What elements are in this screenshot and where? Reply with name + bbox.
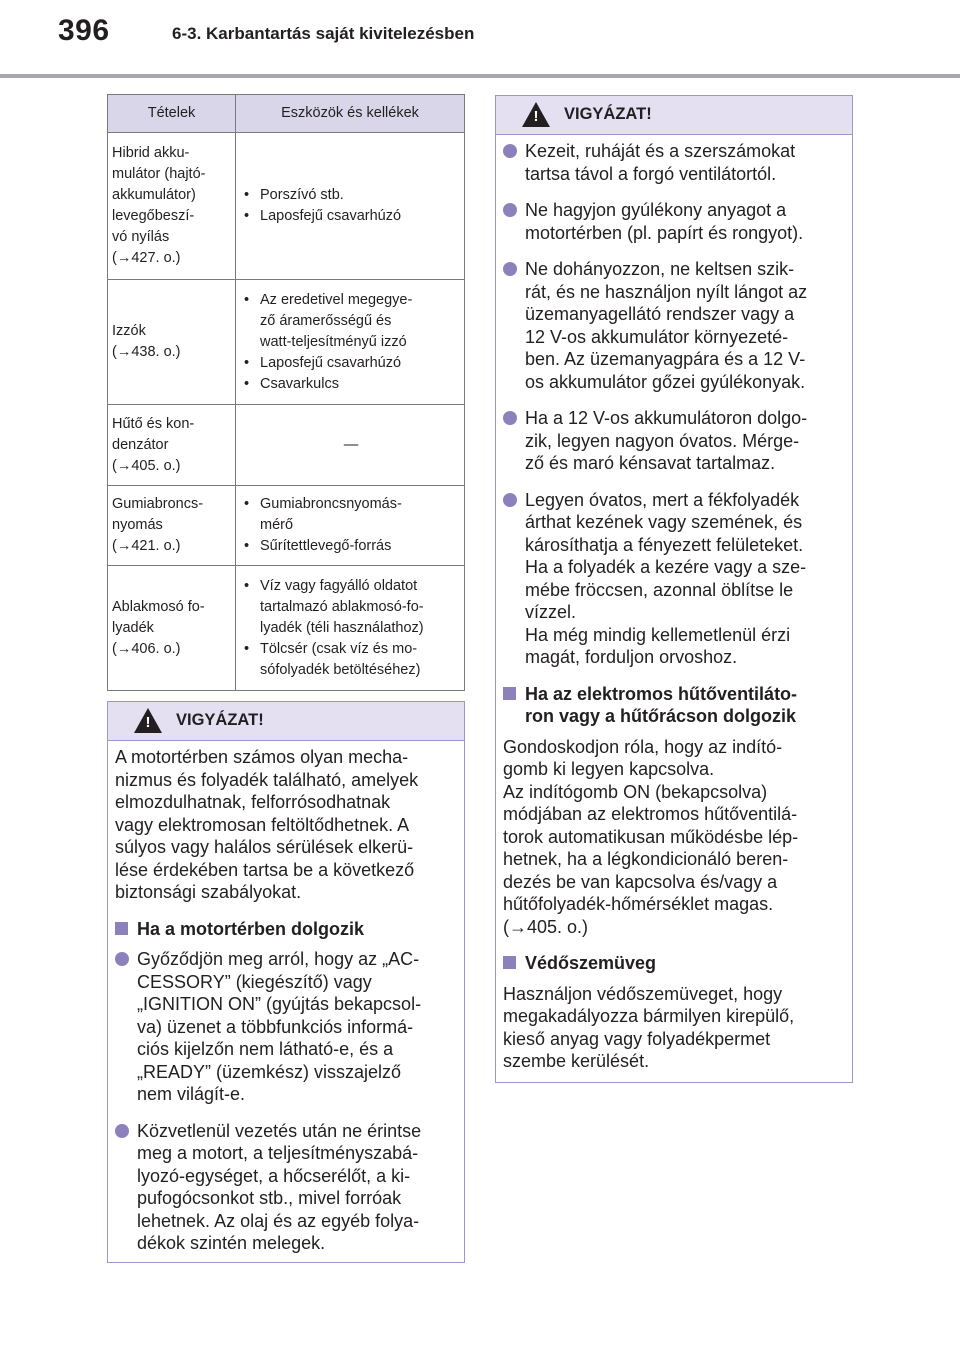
text-line: Ne dohányozzon, ne keltsen szik- xyxy=(525,259,795,279)
cell-line: levegőbeszí- xyxy=(112,208,195,224)
cell-line: • Gumiabroncsnyomás- xyxy=(260,496,402,512)
text-line: lyozó-egységet, a hőcserélőt, a ki- xyxy=(137,1165,411,1186)
bullet-item xyxy=(503,407,844,475)
text-line: biztonsági szabályokat. xyxy=(115,882,302,902)
paragraph xyxy=(503,736,844,939)
text-line: ben. Az üzemanyagpára és a 12 V- xyxy=(525,349,806,369)
text-line: ző és maró kénsavat tartalmaz. xyxy=(525,453,776,473)
round-bullet-icon xyxy=(115,1124,129,1138)
tool-item xyxy=(242,494,460,536)
cell-line: mérő xyxy=(260,517,294,533)
text-line: Ha az elektromos hűtőventiláto- xyxy=(525,683,798,704)
text-line: lése érdekében tartsa be a következő xyxy=(115,859,415,880)
cell-line: • Csavarkulcs xyxy=(260,375,339,392)
text-line: dékok szintén melegek. xyxy=(137,1233,326,1253)
bullet-item xyxy=(115,948,456,1106)
round-bullet-icon xyxy=(503,493,517,507)
text-line: dezés be van kapcsolva és/vagy a xyxy=(503,871,778,892)
text-line: Gondoskodjon róla, hogy az indító- xyxy=(503,736,783,757)
text-line: megakadályozza bármilyen kirepülő, xyxy=(503,1006,795,1026)
table-header-row xyxy=(108,95,465,133)
text-line: módjában az elektromos hűtőventilá- xyxy=(503,804,798,824)
round-bullet-icon xyxy=(503,144,517,158)
cell-line: (→438. o.) xyxy=(112,344,181,360)
cell-line: nyomás xyxy=(112,517,163,533)
item-cell xyxy=(108,405,236,486)
text-line: elmozdulhatnak, felforrósodhatnak xyxy=(115,792,391,812)
text-line: zik, legyen nagyon óvatos. Mérge- xyxy=(525,430,800,451)
tool-item xyxy=(242,290,460,353)
text-line: Győződjön meg arról, hogy az „AC- xyxy=(137,949,420,969)
cell-line: mulátor (hajtó- xyxy=(112,166,206,182)
warning-box-right xyxy=(495,95,853,1083)
empty-dash: — xyxy=(343,436,359,453)
cell-line: Izzók xyxy=(112,323,146,339)
text-line: Használjon védőszemüveget, hogy xyxy=(503,983,783,1004)
bullet-item xyxy=(115,1120,456,1255)
cell-line: (→405. o.) xyxy=(112,457,181,474)
cell-line: lyadék (téli használathoz) xyxy=(260,619,424,636)
warning-header xyxy=(108,702,464,741)
text-line: (→405. o.) xyxy=(503,916,589,937)
tool-item xyxy=(242,536,460,557)
tools-cell xyxy=(236,486,465,566)
text-line: gomb ki legyen kapcsolva. xyxy=(503,759,715,779)
text-line: pufogócsonkot stb., mivel forróak xyxy=(137,1188,402,1208)
text-line: Ha a 12 V-os akkumulátoron dolgo- xyxy=(525,408,808,428)
text-line: ciós kijelzőn nem látható-e, és a xyxy=(137,1039,394,1059)
text-line: A motortérben számos olyan mecha- xyxy=(115,747,409,767)
bullet-item xyxy=(503,199,844,244)
text-line: vízzel. xyxy=(525,602,577,622)
warning-intro xyxy=(115,746,456,904)
text-line: Ne hagyjon gyúlékony anyagot a xyxy=(525,200,787,220)
text-line: vagy elektromosan feltöltődhetnek. A xyxy=(115,814,410,835)
text-line: Az indítógomb ON (bekapcsolva) xyxy=(503,781,768,802)
cell-line: Ablakmosó fo- xyxy=(112,598,205,615)
table-row xyxy=(108,566,465,691)
text-line: CESSORY” (kiegészítő) vagy xyxy=(137,971,372,992)
text-line: ron vagy a hűtőrácson dolgozik xyxy=(525,706,797,726)
subheading xyxy=(503,952,844,975)
tool-item xyxy=(242,206,460,227)
warning-body xyxy=(108,741,464,1255)
text-line: tartsa távol a forgó ventilátortól. xyxy=(525,163,777,184)
items-tools-table xyxy=(107,94,465,691)
cell-line: • Laposfejű csavarhúzó xyxy=(260,354,402,371)
text-line: Közvetlenül vezetés után ne érintse xyxy=(137,1120,422,1141)
item-cell xyxy=(108,133,236,280)
table-row xyxy=(108,405,465,486)
table-row xyxy=(108,280,465,405)
text-line: Védőszemüveg xyxy=(525,953,657,973)
text-line: károsíthatja a fényezett felületeket. xyxy=(525,534,804,555)
warning-title: VIGYÁZAT! xyxy=(176,711,264,729)
cell-line: Hűtő és kon- xyxy=(112,415,195,432)
cell-line: ző áramerősségű és xyxy=(260,312,392,329)
item-cell xyxy=(108,486,236,566)
warning-box-left xyxy=(107,701,465,1263)
round-bullet-icon xyxy=(503,203,517,217)
cell-line: • Tölcsér (csak víz és mo- xyxy=(260,640,418,657)
tools-cell xyxy=(236,280,465,405)
text-line: magát, forduljon orvoshoz. xyxy=(525,647,738,667)
cell-line: tartalmazó ablakmosó-fo- xyxy=(260,598,424,615)
bullet-item xyxy=(503,140,844,185)
text-line: kieső anyag vagy folyadékpermet xyxy=(503,1028,771,1049)
square-bullet-icon xyxy=(503,956,516,969)
round-bullet-icon xyxy=(115,952,129,966)
cell-line: vó nyílás xyxy=(112,229,170,245)
cell-line: (→427. o.) xyxy=(112,250,181,266)
cell-line: akkumulátor) xyxy=(112,187,196,203)
tools-cell xyxy=(236,566,465,691)
text-line: Kezeit, ruháját és a szerszámokat xyxy=(525,141,796,161)
text-line: lehetnek. Az olaj és az egyéb folya- xyxy=(137,1210,420,1231)
text-line: mébe fröccsen, azonnal öblítse le xyxy=(525,579,794,600)
text-line: rát, és ne használjon nyílt lángot az xyxy=(525,281,808,302)
table-row xyxy=(108,133,465,280)
text-line: va) üzenet a többfunkciós informá- xyxy=(137,1016,414,1037)
subheading xyxy=(503,683,844,728)
text-line: hűtőfolyadék-hőmérséklet magas. xyxy=(503,894,774,914)
cell-line: • Az eredetivel megegye- xyxy=(260,291,413,308)
bullet-item xyxy=(503,489,844,669)
tool-item xyxy=(242,639,460,681)
cell-line: • Laposfejű csavarhúzó xyxy=(260,208,402,224)
text-line: Ha még mindig kellemetlenül érzi xyxy=(525,624,791,645)
text-line: üzemanyagellátó rendszer vagy a xyxy=(525,304,795,324)
tools-cell xyxy=(236,405,465,486)
cell-line: Hibrid akku- xyxy=(112,145,190,161)
item-cell xyxy=(108,566,236,691)
tool-item xyxy=(242,576,460,639)
text-line: Ha a motortérben dolgozik xyxy=(137,918,365,939)
subheading xyxy=(115,918,456,941)
text-line: „READY” (üzemkész) visszajelző xyxy=(137,1061,402,1082)
cell-line: • Víz vagy fagyálló oldatot xyxy=(260,577,418,594)
text-line: 12 V-os akkumulátor környezeté- xyxy=(525,326,789,347)
cell-line: lyadék xyxy=(112,619,154,636)
text-line: hetnek, ha a légkondicionáló beren- xyxy=(503,849,789,869)
warning-header xyxy=(496,96,852,135)
round-bullet-icon xyxy=(503,262,517,276)
page-number: 396 xyxy=(58,14,110,47)
text-line: nem világít-e. xyxy=(137,1084,246,1104)
header-divider xyxy=(0,74,960,78)
text-line: os akkumulátor gőzei gyúlékonyak. xyxy=(525,371,806,392)
warning-title: VIGYÁZAT! xyxy=(564,105,652,123)
bullet-item xyxy=(503,258,844,393)
cell-line: (→406. o.) xyxy=(112,640,181,657)
text-line: árthat kezének vagy szemének, és xyxy=(525,512,803,532)
warning-triangle-icon: ! xyxy=(522,102,550,127)
tool-item xyxy=(242,185,460,206)
table-row xyxy=(108,486,465,566)
tool-item xyxy=(242,374,460,395)
cell-line: sófolyadék betöltéséhez) xyxy=(260,661,421,678)
text-line: motortérben (pl. papírt és rongyot). xyxy=(525,222,804,243)
cell-line: Gumiabroncs- xyxy=(112,496,204,512)
square-bullet-icon xyxy=(503,687,516,700)
text-line: meg a motort, a teljesítményszabá- xyxy=(137,1143,419,1163)
text-line: szembe kerülését. xyxy=(503,1051,650,1071)
text-line: „IGNITION ON” (gyújtás bekapcsol- xyxy=(137,994,422,1014)
tools-cell xyxy=(236,133,465,280)
text-line: súlyos vagy halálos sérülések elkerü- xyxy=(115,837,414,857)
paragraph xyxy=(503,983,844,1073)
warning-triangle-icon: ! xyxy=(134,708,162,733)
column-header-tools: Eszközök és kellékek xyxy=(236,95,465,133)
cell-line: • Sűrítettlevegő-forrás xyxy=(260,538,392,554)
column-header-items: Tételek xyxy=(108,95,236,133)
round-bullet-icon xyxy=(503,411,517,425)
square-bullet-icon xyxy=(115,922,128,935)
text-line: Legyen óvatos, mert a fékfolyadék xyxy=(525,489,800,510)
cell-line: watt-teljesítményű izzó xyxy=(260,333,407,350)
text-line: Ha a folyadék a kezére vagy a sze- xyxy=(525,557,807,577)
cell-line: denzátor xyxy=(112,436,169,453)
cell-line: (→421. o.) xyxy=(112,538,181,554)
text-line: torok automatikusan működésbe lép- xyxy=(503,826,799,847)
warning-body xyxy=(496,135,852,1073)
text-line: nizmus és folyadék található, amelyek xyxy=(115,769,419,790)
section-title: 6-3. Karbantartás saját kivitelezésben xyxy=(172,24,475,43)
cell-line: • Porszívó stb. xyxy=(260,187,344,203)
tool-item xyxy=(242,353,460,374)
item-cell xyxy=(108,280,236,405)
